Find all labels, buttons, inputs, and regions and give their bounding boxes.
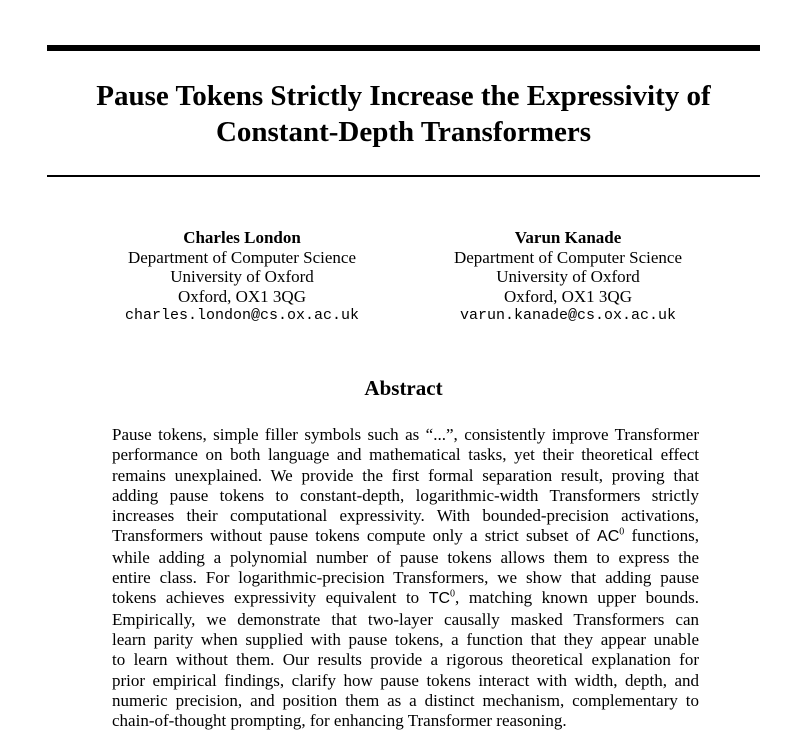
abstract-line-text: functions,	[624, 526, 700, 546]
title-top-rule	[47, 45, 760, 51]
title-line-2: Constant-Depth Transformers	[215, 116, 592, 148]
abstract-line: learn parity when supplied with pause tokens, a function that they appear unable	[112, 629, 699, 649]
abstract-line: Empirically, we demonstrate that two-layer causally masked Transformers can	[112, 609, 699, 629]
author-university: University of Oxford	[170, 267, 314, 287]
complexity-class-ac: AC	[597, 528, 620, 546]
abstract-line: entire class. For logarithmic-precision Transformers, we show that adding pause	[112, 568, 699, 588]
abstract-line: while adding a polynomial number of pause tokens allows them to express the	[112, 547, 699, 567]
abstract-line-text: , matching known upper bounds.	[455, 588, 700, 608]
abstract-line-text: tokens achieves expressivity equivalent to	[112, 588, 420, 608]
abstract-line-text: Transformers without pause tokens compute only a strict subset of	[112, 526, 590, 546]
title-line-1: Pause Tokens Strictly Increase the Expressivity of	[96, 80, 711, 112]
abstract-line: chain-of-thought prompting, for enhancing Transformer reasoning.	[112, 711, 567, 731]
abstract-line: remains unexplained. We provide the first formal separation result, proving that	[112, 465, 699, 485]
abstract-body	[112, 425, 699, 731]
abstract-line	[112, 526, 699, 547]
complexity-class-ac-superscript: 0	[619, 526, 625, 538]
abstract-heading: Abstract	[364, 376, 443, 400]
author-email[interactable]: charles.london@cs.ox.ac.uk	[124, 307, 360, 325]
abstract-line: to learn without them. Our results provide a rigorous theoretical explanation for	[112, 650, 699, 670]
abstract-line	[112, 588, 699, 609]
author-address: Oxford, OX1 3QG	[504, 286, 632, 306]
author-email[interactable]: varun.kanade@cs.ox.ac.uk	[459, 307, 677, 325]
complexity-class-tc-superscript: 0	[450, 588, 456, 600]
abstract-line: performance on both language and mathematical tasks, yet their theoretical effect	[112, 445, 699, 465]
author-address: Oxford, OX1 3QG	[178, 286, 306, 306]
author-block-2	[428, 228, 708, 326]
author-block-1	[102, 228, 382, 326]
author-name: Charles London	[183, 228, 301, 247]
abstract-line: adding pause tokens to constant-depth, logarithmic-width Transformers strictly	[112, 485, 699, 505]
abstract-line: increases their computational expressivity. With bounded-precision activations,	[112, 506, 699, 526]
paper-title	[47, 78, 760, 150]
title-bottom-rule	[47, 175, 760, 177]
author-department: Department of Computer Science	[127, 247, 356, 267]
abstract-line: prior empirical findings, clarify how pause tokens interact with width, depth, and	[112, 670, 699, 690]
abstract-line: numeric precision, and position them as a distinct mechanism, complementary to	[112, 690, 699, 710]
author-department: Department of Computer Science	[453, 247, 682, 267]
abstract-line: Pause tokens, simple filler symbols such as “...”, consistently improve Transformer	[112, 425, 699, 444]
complexity-class-tc: TC	[428, 590, 451, 608]
author-name: Varun Kanade	[514, 228, 622, 247]
author-university: University of Oxford	[496, 267, 640, 287]
